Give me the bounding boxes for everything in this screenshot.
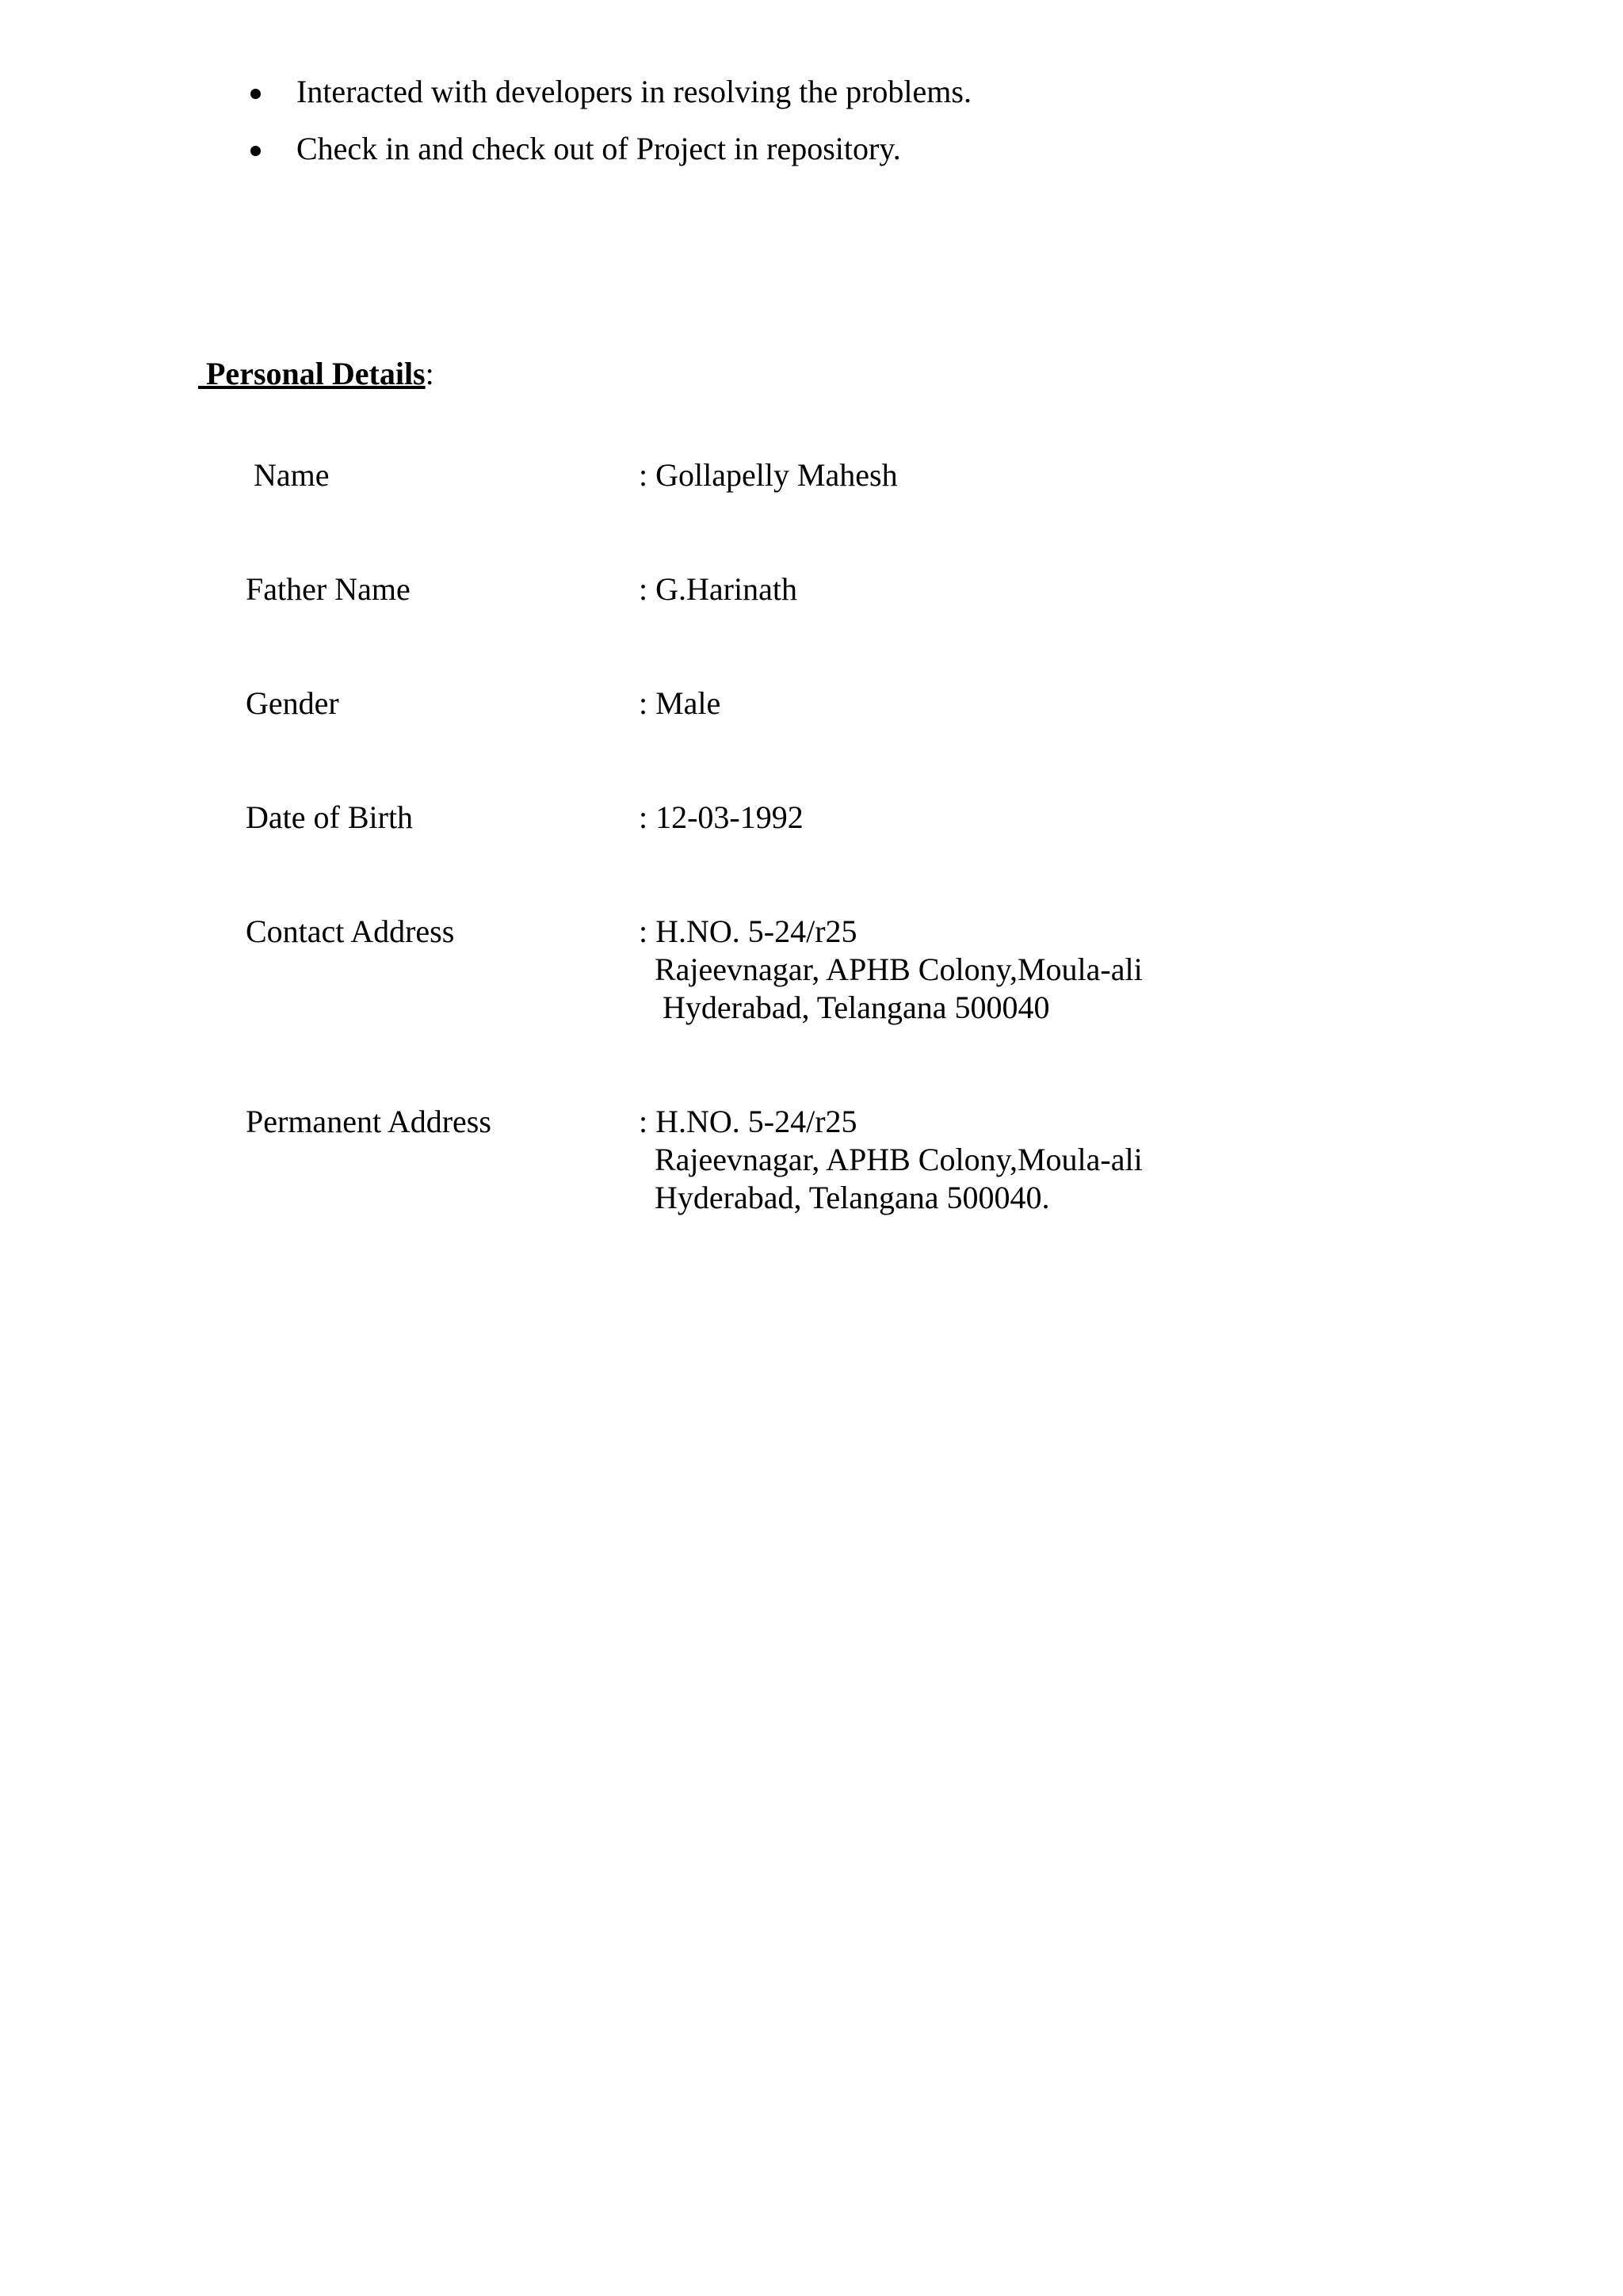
detail-value-line: : H.NO. 5-24/r25 bbox=[639, 1104, 857, 1139]
detail-row-date-of-birth bbox=[198, 761, 1143, 875]
detail-value bbox=[639, 685, 720, 723]
detail-row-name bbox=[198, 418, 1143, 532]
detail-value bbox=[639, 456, 898, 494]
responsibilities-list bbox=[198, 73, 972, 187]
bullet-icon bbox=[250, 89, 261, 99]
detail-row-contact-address bbox=[198, 875, 1143, 1065]
detail-value bbox=[639, 799, 804, 837]
detail-label: Name bbox=[246, 457, 330, 493]
list-item-text: Check in and check out of Project in repository. bbox=[296, 131, 901, 166]
heading-text: Personal Details bbox=[198, 356, 426, 391]
heading-colon: : bbox=[425, 356, 434, 391]
detail-value bbox=[639, 1103, 1143, 1217]
detail-value-line: : 12-03-1992 bbox=[639, 799, 804, 835]
detail-label: Father Name bbox=[246, 571, 411, 607]
detail-value bbox=[639, 570, 797, 608]
detail-label: Gender bbox=[246, 685, 339, 721]
detail-value-line: Hyderabad, Telangana 500040 bbox=[639, 990, 1050, 1025]
detail-value-line: Hyderabad, Telangana 500040. bbox=[639, 1180, 1050, 1215]
detail-row-permanent-address bbox=[198, 1065, 1143, 1255]
detail-label: Contact Address bbox=[246, 913, 455, 949]
bullet-icon bbox=[250, 146, 261, 156]
detail-value-line: : G.Harinath bbox=[639, 571, 797, 607]
detail-label: Date of Birth bbox=[246, 799, 414, 835]
detail-value-line: : H.NO. 5-24/r25 bbox=[639, 913, 857, 949]
detail-row-gender bbox=[198, 646, 1143, 761]
list-item-text: Interacted with developers in resolving the problems. bbox=[296, 74, 972, 109]
detail-value-line: : Gollapelly Mahesh bbox=[639, 457, 898, 493]
list-item bbox=[198, 130, 972, 168]
personal-details-table bbox=[198, 418, 1143, 1255]
detail-row-father-name bbox=[198, 532, 1143, 646]
detail-value-line: : Male bbox=[639, 685, 721, 721]
detail-value-line: Rajeevnagar, APHB Colony,Moula-ali bbox=[639, 952, 1143, 987]
personal-details-heading bbox=[198, 355, 434, 393]
detail-label: Permanent Address bbox=[246, 1104, 491, 1139]
list-item bbox=[198, 73, 972, 111]
detail-value-line: Rajeevnagar, APHB Colony,Moula-ali bbox=[639, 1142, 1143, 1177]
detail-value bbox=[639, 913, 1143, 1027]
